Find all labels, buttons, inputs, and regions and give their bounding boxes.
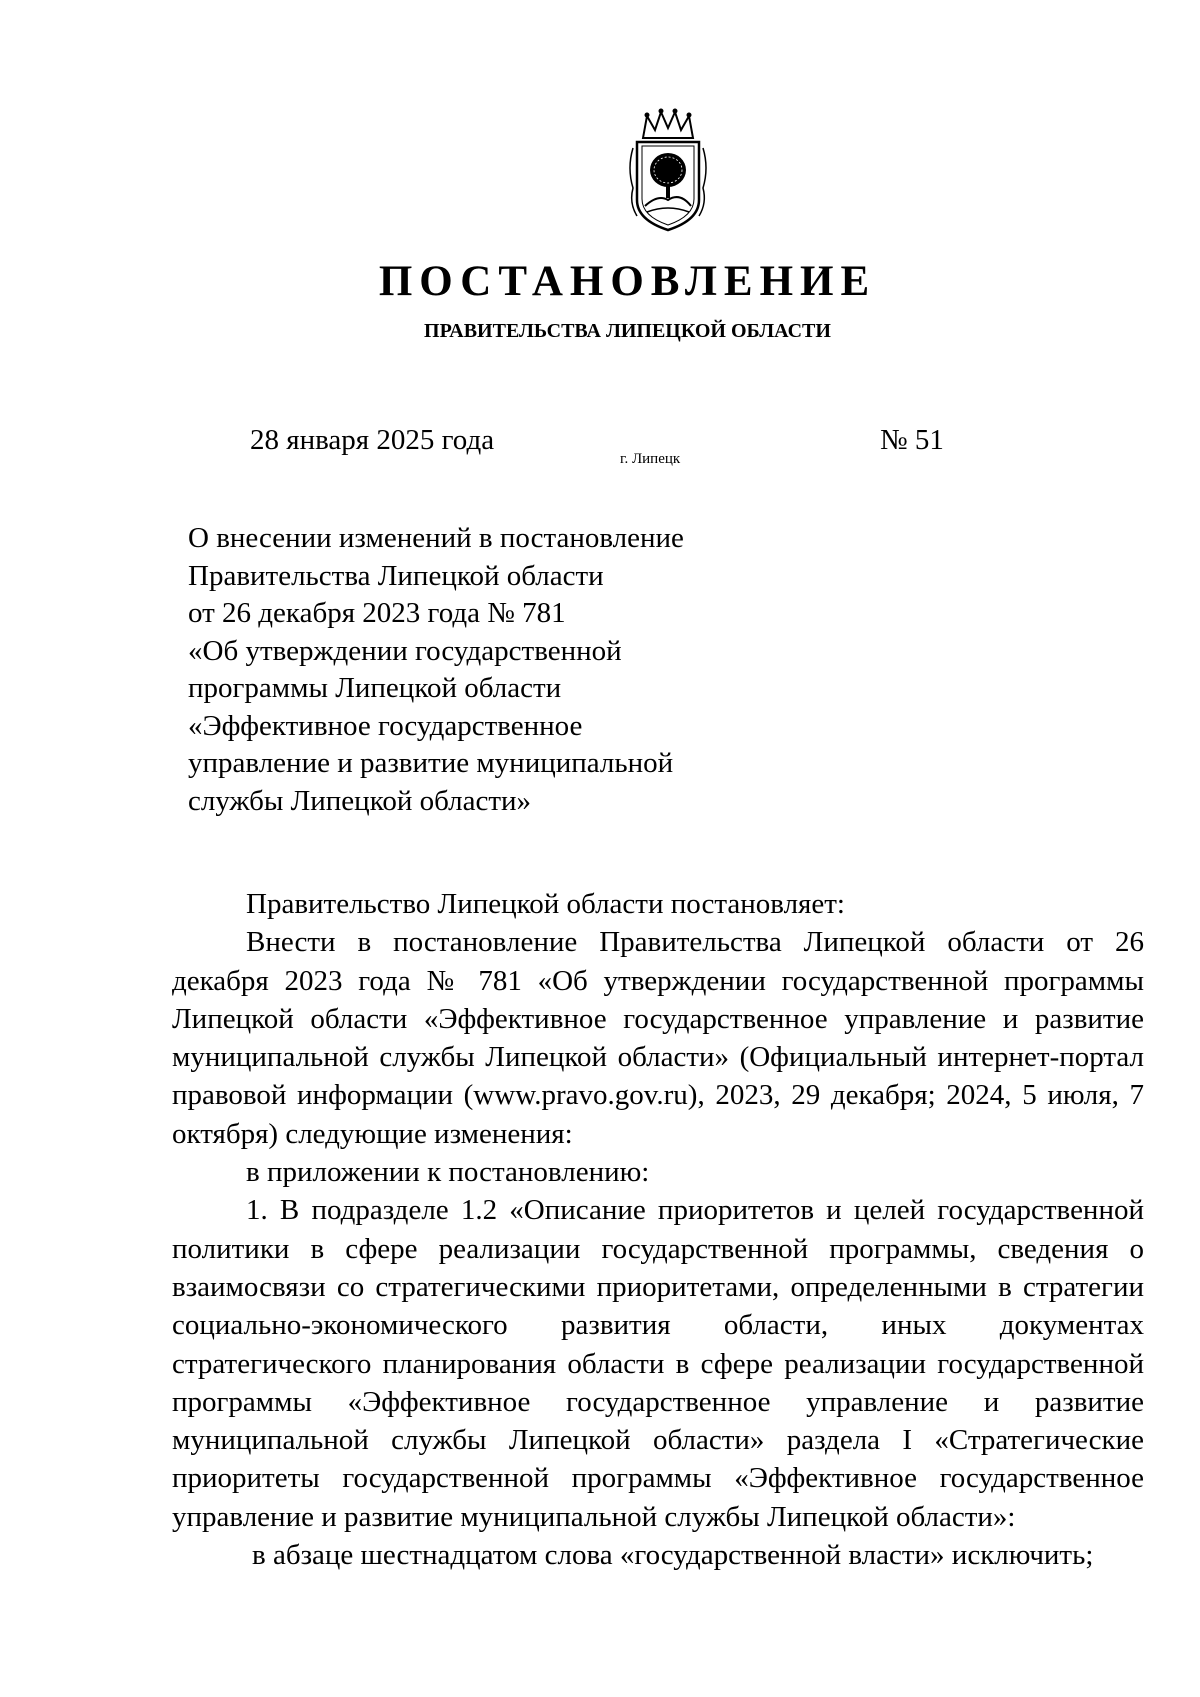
subject-line: управление и развитие муниципальной xyxy=(188,747,674,779)
subject-line: Правительства Липецкой области xyxy=(188,559,604,592)
document-body xyxy=(172,885,1144,1574)
body-paragraph: Правительство Липецкой области постановляет: xyxy=(246,888,845,920)
body-paragraph: Внести в постановление Правительства Липецкой области от 26 декабря 2023 года № 781 «Об утверждении государственной программы Липецкой области «Эффективное государственное управление и развитие муниципальной службы Липецкой области» (Официальный интернет-портал правовой информации (www.pravo.gov.ru), 2023, 29 декабря; 2024, 5 июля, 7 октября) следующие изменения: xyxy=(172,926,1144,1150)
body-paragraph: в приложении к постановлению: xyxy=(246,1156,650,1189)
document-subtitle: ПРАВИТЕЛЬСТВА ЛИПЕЦКОЙ ОБЛАСТИ xyxy=(424,320,831,342)
body-paragraph: 1. В подразделе 1.2 «Описание приоритетов и целей государственной политики в сфере реализации государственной программы, сведения о взаимосвязи со стратегическими приоритетами, определенными в стратегии социально-экономического развития области, иных документах стратегического планирования области в сфере реализации государственной программы «Эффективное государственное управление и развитие муниципальной службы Липецкой области» раздела I «Стратегические приоритеты государственной программы «Эффективное государственное управление и развитие муниципальной службы Липецкой области»: xyxy=(172,1194,1144,1533)
subject-line: «Об утверждении государственной xyxy=(188,634,622,667)
document-number: № 51 xyxy=(880,424,944,456)
document-subject xyxy=(188,520,708,820)
document-title: ПОСТАНОВЛЕНИЕ xyxy=(378,258,877,305)
subject-line: программы Липецкой области xyxy=(188,672,562,704)
document-date: 28 января 2025 года xyxy=(250,424,495,456)
subject-line: службы Липецкой области» xyxy=(188,784,532,817)
coat-of-arms-icon xyxy=(623,108,713,236)
document-city: г. Липецк xyxy=(620,451,681,467)
subject-line: «Эффективное государственное xyxy=(188,709,583,742)
body-paragraph: в абзаце шестнадцатом слова «государственной власти» исключить; xyxy=(252,1539,1094,1572)
subject-line: от 26 декабря 2023 года № 781 xyxy=(188,597,566,629)
subject-line: О внесении изменений в постановление xyxy=(188,522,684,554)
